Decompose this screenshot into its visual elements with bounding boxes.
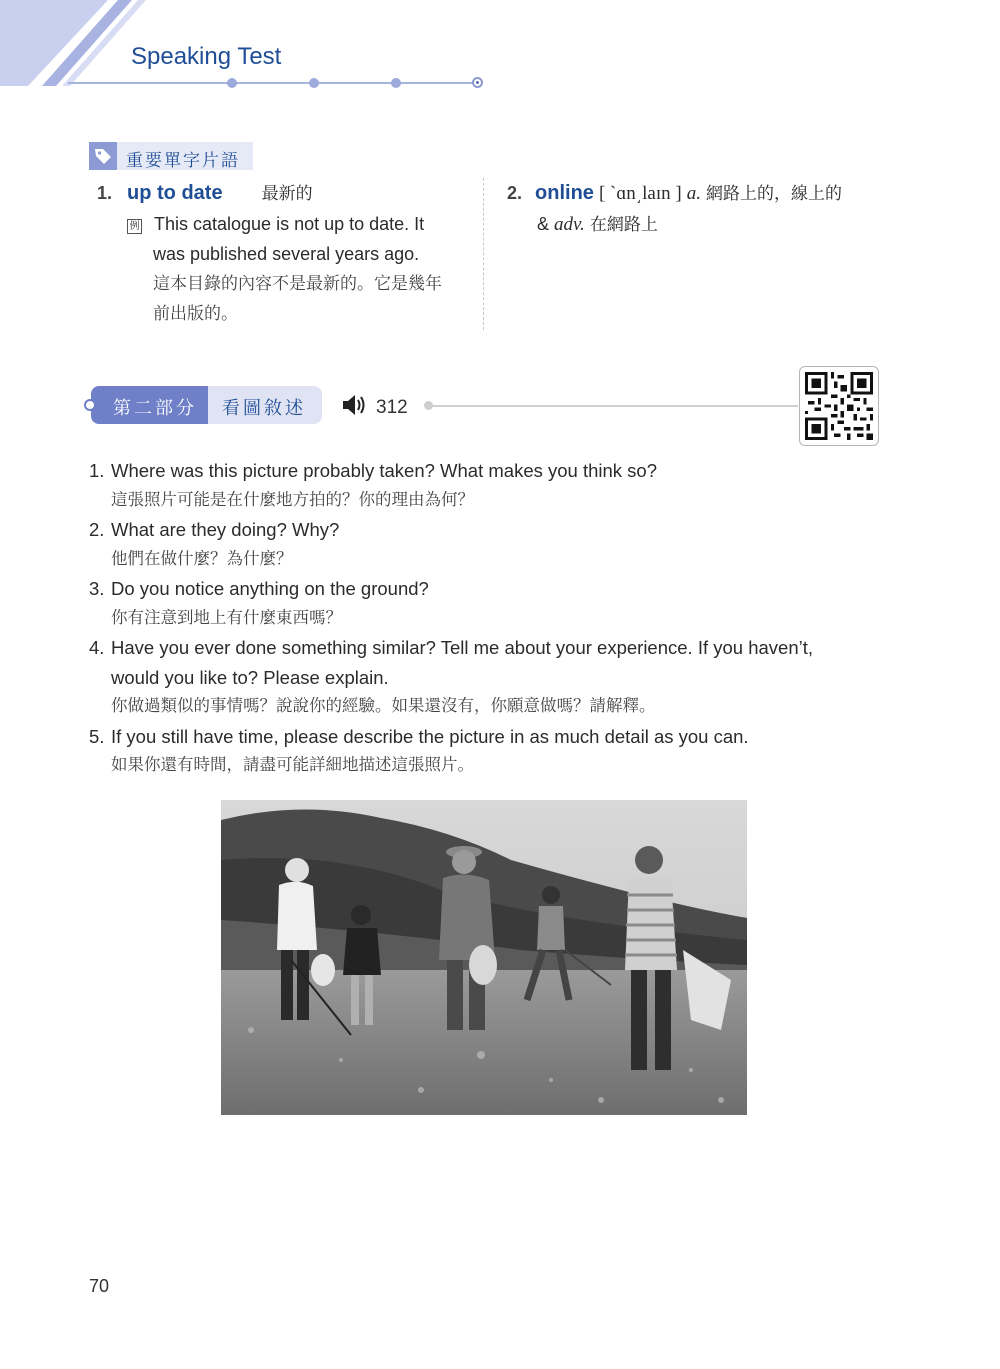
beach-cleanup-photo bbox=[221, 800, 747, 1115]
question-number: 4. bbox=[89, 637, 105, 658]
example-zh-line: 前出版的。 bbox=[153, 304, 238, 323]
question-item bbox=[89, 574, 889, 633]
vocab-word: up to date bbox=[127, 182, 223, 204]
example-mark: 例 bbox=[127, 219, 142, 234]
example-en-line: This catalogue is not up to date. It bbox=[154, 214, 425, 234]
header-dot bbox=[227, 78, 237, 88]
question-en: Have you ever done something similar? Tell me about your experience. If you haven’t, bbox=[111, 637, 814, 658]
vocab-label-text: 重要單字片語 bbox=[126, 151, 240, 170]
section-label: 看圖敘述 bbox=[222, 398, 306, 418]
banner-dot bbox=[84, 399, 96, 411]
vocab-pos: adv. bbox=[554, 214, 585, 235]
vocab-ampersand: & bbox=[537, 214, 550, 234]
question-en: Where was this picture probably taken? What makes you think so? bbox=[111, 460, 658, 481]
part-label: 第二部分 bbox=[113, 398, 197, 418]
header-dot-end bbox=[472, 77, 483, 88]
vocab-meaning: 在網路上 bbox=[589, 215, 658, 234]
question-number: 2. bbox=[89, 519, 105, 540]
example-zh-line: 這本目錄的內容不是最新的。它是幾年 bbox=[153, 274, 442, 293]
example-en-line: was published several years ago. bbox=[153, 244, 420, 264]
question-zh: 如果你還有時間，請盡可能詳細地描述這張照片。 bbox=[111, 756, 474, 774]
vocab-number: 1. bbox=[97, 183, 113, 203]
question-en: Do you notice anything on the ground? bbox=[111, 578, 429, 599]
audio-track[interactable] bbox=[342, 394, 408, 421]
vocab-word: online bbox=[535, 182, 594, 204]
vocab-number: 2. bbox=[507, 183, 523, 203]
audio-line bbox=[428, 405, 798, 407]
header-dot bbox=[309, 78, 319, 88]
question-en-continued: would you like to? Please explain. bbox=[111, 666, 389, 688]
question-item bbox=[89, 633, 889, 722]
question-en: What are they doing? Why? bbox=[111, 519, 340, 540]
question-number: 1. bbox=[89, 460, 105, 481]
question-zh: 你有注意到地上有什麼東西嗎？ bbox=[111, 608, 342, 627]
vocab-phonetic: [ ˋɑn͵laɪn ] bbox=[598, 183, 682, 204]
qr-code-icon[interactable] bbox=[799, 366, 879, 446]
question-item bbox=[89, 722, 889, 781]
tag-icon bbox=[89, 142, 117, 170]
question-zh: 你做過類似的事情嗎？說說你的經驗。如果還沒有，你願意做嗎？請解釋。 bbox=[111, 697, 656, 715]
page-number: 70 bbox=[89, 1276, 110, 1296]
vocab-section-label bbox=[89, 142, 253, 170]
section-label-box bbox=[208, 386, 322, 424]
vocab-item-2 bbox=[507, 178, 887, 240]
vocab-pos: a. bbox=[686, 183, 701, 204]
column-divider bbox=[483, 178, 484, 330]
question-item bbox=[89, 456, 889, 515]
question-number: 3. bbox=[89, 578, 105, 599]
question-zh: 這張照片可能是在什麼地方拍的？你的理由為何？ bbox=[111, 490, 474, 509]
question-list bbox=[89, 456, 889, 781]
vocab-meaning: 網路上的，線上的 bbox=[705, 184, 842, 203]
question-zh: 他們在做什麼？為什麼？ bbox=[111, 549, 293, 568]
audio-track-number: 312 bbox=[376, 396, 408, 418]
vocab-item-1 bbox=[97, 178, 477, 329]
vocab-meaning: 最新的 bbox=[261, 184, 313, 203]
part-label-box bbox=[91, 386, 208, 424]
question-item bbox=[89, 515, 889, 574]
question-number: 5. bbox=[89, 725, 105, 747]
header-rule bbox=[68, 82, 480, 84]
speaker-icon[interactable] bbox=[342, 394, 368, 421]
page-header-title: Speaking Test bbox=[131, 43, 282, 70]
question-en: If you still have time, please describe the picture in as much detail as you can. bbox=[111, 725, 749, 747]
header-dot bbox=[391, 78, 401, 88]
